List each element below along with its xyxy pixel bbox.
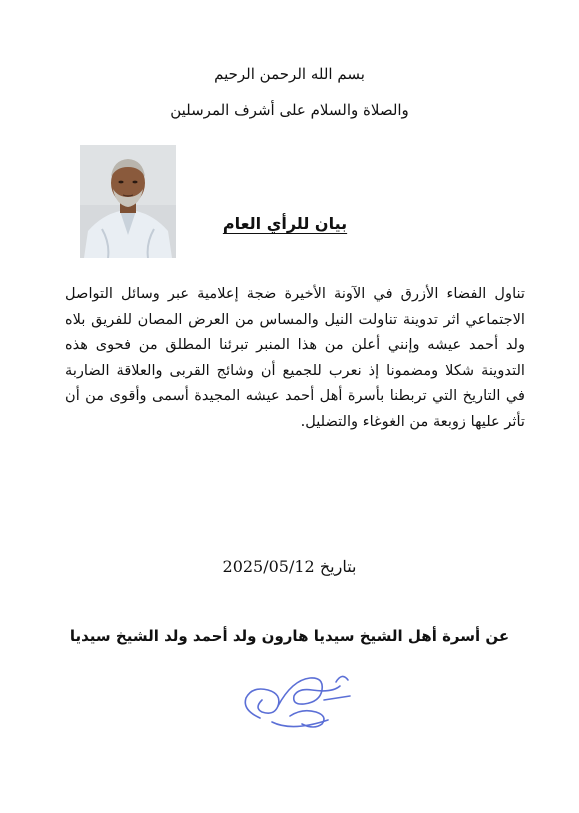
statement-body: تناول الفضاء الأزرق في الآونة الأخيرة ضجة إعلامية عبر وسائل التواصل الاجتماعي اثر تدوينة تناولت النيل والمساس من العرض المصان للفريق بلاه ولد أحمد عيشه وإنني أعلن من هذا المنبر تبرئنا المطلق من فحوى هذه التدوينة شكلا ومضمونا إذ نعرب للجميع أن وشائج القربى والعلاقة الضاربة في التاريخ التي تربطنا بأسرة أهل أحمد عيشه المجيدة أسمى وأقوى من أن تأثر عليها زوبعة من الغوغاء والتضليل. — [65, 285, 525, 430]
issuing-family: عن أسرة أهل الشيخ سيديا هارون ولد أحمد ولد الشيخ سيديا — [69, 627, 510, 645]
signature-icon — [232, 660, 362, 738]
statement-title: بيان للرأي العام — [222, 214, 348, 233]
basmala: بسم الله الرحمن الرحيم — [214, 65, 365, 83]
portrait-photo — [80, 145, 176, 258]
statement-date: بتاريخ 2025/05/12 — [222, 557, 357, 576]
portrait-photo-icon — [80, 145, 176, 258]
salutation-line: والصلاة والسلام على أشرف المرسلين — [170, 101, 409, 119]
